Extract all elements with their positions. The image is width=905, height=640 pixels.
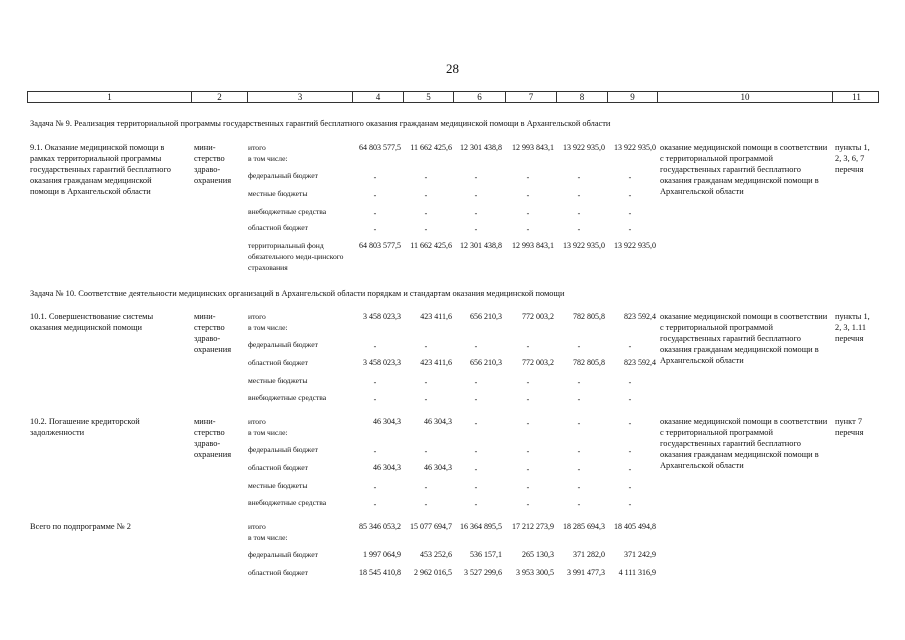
row-value: 13 922 935,0: [614, 241, 656, 250]
row-value: 46 304,3: [373, 417, 401, 426]
row-value: -: [628, 395, 632, 404]
row-label: итого в том числе:: [248, 522, 288, 542]
header-col-10: 10: [657, 92, 832, 102]
row-value: -: [373, 378, 377, 387]
row-value: -: [474, 342, 478, 351]
row-value: 13 922 935,0: [563, 143, 605, 152]
row-value: -: [526, 447, 530, 456]
row-label: федеральный бюджет: [248, 550, 318, 559]
row-value: 12 993 843,1: [512, 143, 554, 152]
row-value: -: [373, 225, 377, 234]
header-col-9: 9: [607, 92, 657, 102]
row-value: 772 003,2: [522, 358, 554, 367]
row-value: -: [577, 225, 581, 234]
row-value: -: [474, 395, 478, 404]
row-value: -: [474, 225, 478, 234]
row-value: -: [474, 173, 478, 182]
row-value: -: [628, 378, 632, 387]
task-10-1-points: пункты 1, 2, 3, 1.11 перечня: [835, 312, 870, 343]
row-value: 13 922 935,0: [563, 241, 605, 250]
task-10-1-result: оказание медицинской помощи в соответствии с территориальной программой государственных гарантий бесплатного оказания гражданам медицинской помощи в Архангельской области: [660, 312, 828, 365]
row-value: -: [526, 225, 530, 234]
header-col-6: 6: [453, 92, 505, 102]
row-value: 18 405 494,8: [614, 522, 656, 531]
row-value: -: [577, 342, 581, 351]
row-value: -: [526, 465, 530, 474]
row-value: -: [474, 483, 478, 492]
header-col-3: 3: [247, 92, 352, 102]
row-value: -: [424, 342, 428, 351]
row-value: 4 111 316,9: [618, 568, 656, 577]
row-value: 16 364 895,5: [460, 522, 502, 531]
task-10-1-executor: мини-стерство здраво-охранения: [194, 312, 232, 354]
row-value: -: [373, 447, 377, 456]
row-value: 656 210,3: [470, 358, 502, 367]
row-value: -: [373, 191, 377, 200]
row-value: -: [526, 483, 530, 492]
row-value: -: [526, 173, 530, 182]
row-value: 772 003,2: [522, 312, 554, 321]
header-col-11: 11: [832, 92, 880, 102]
task-10-2-result: оказание медицинской помощи в соответствии с территориальной программой государственных гарантий бесплатного оказания гражданам медицинской помощи в Архангельской области: [660, 417, 828, 470]
row-value: -: [424, 209, 428, 218]
header-col-7: 7: [505, 92, 556, 102]
row-value: -: [373, 342, 377, 351]
row-value: -: [577, 419, 581, 428]
row-value: -: [526, 419, 530, 428]
row-value: 12 301 438,8: [460, 241, 502, 250]
row-value: -: [474, 419, 478, 428]
row-value: -: [577, 500, 581, 509]
row-label: федеральный бюджет: [248, 340, 318, 349]
task-10-2-points: пункт 7 перечня: [835, 417, 864, 437]
row-label: внебюджетные средства: [248, 498, 327, 507]
row-value: 656 210,3: [470, 312, 502, 321]
row-label: местные бюджеты: [248, 376, 308, 385]
row-label: областной бюджет: [248, 223, 308, 232]
row-value: -: [628, 500, 632, 509]
row-label: территориальный фонд обязательного меди-цинского страхования: [248, 241, 344, 272]
row-value: 12 301 438,8: [460, 143, 502, 152]
row-value: -: [577, 395, 581, 404]
header-col-8: 8: [556, 92, 607, 102]
row-value: -: [373, 500, 377, 509]
row-label: областной бюджет: [248, 568, 308, 577]
task-9-result: оказание медицинской помощи в соответствии с территориальной программой государственных гарантий бесплатного оказания гражданам медицинской помощи в Архангельской области: [660, 143, 828, 196]
row-value: -: [474, 500, 478, 509]
row-value: -: [526, 342, 530, 351]
row-label: внебюджетные средства: [248, 207, 327, 216]
task-9-points: пункты 1, 2, 3, 6, 7 перечня: [835, 143, 870, 174]
header-col-4: 4: [352, 92, 403, 102]
row-value: 782 805,8: [573, 358, 605, 367]
row-value: -: [526, 395, 530, 404]
row-value: -: [628, 447, 632, 456]
row-value: -: [526, 191, 530, 200]
row-value: -: [424, 483, 428, 492]
row-label: внебюджетные средства: [248, 393, 327, 402]
row-value: 823 592,4: [624, 358, 656, 367]
row-value: -: [628, 483, 632, 492]
header-col-1: 1: [107, 92, 112, 102]
task-10-1-name: 10.1. Совершенствование системы оказания медицинской помощи: [30, 312, 154, 332]
column-header-row: [27, 91, 879, 103]
row-value: 18 545 410,8: [359, 568, 401, 577]
row-label: местные бюджеты: [248, 481, 308, 490]
row-value: -: [628, 173, 632, 182]
row-label: областной бюджет: [248, 463, 308, 472]
row-label: итого в том числе:: [248, 312, 288, 332]
row-value: -: [474, 447, 478, 456]
row-value: -: [373, 209, 377, 218]
row-value: 536 157,1: [470, 550, 502, 559]
header-col-5: 5: [403, 92, 453, 102]
row-value: -: [577, 191, 581, 200]
row-value: -: [526, 500, 530, 509]
row-value: 823 592,4: [624, 312, 656, 321]
row-value: -: [424, 500, 428, 509]
total-title: Всего по подпрограмме № 2: [30, 522, 131, 531]
row-value: -: [424, 378, 428, 387]
row-label: областной бюджет: [248, 358, 308, 367]
row-value: 46 304,3: [424, 417, 452, 426]
row-value: 3 458 023,3: [363, 312, 401, 321]
row-value: -: [577, 173, 581, 182]
row-value: 18 285 694,3: [563, 522, 605, 531]
row-label: федеральный бюджет: [248, 445, 318, 454]
row-value: 453 252,6: [420, 550, 452, 559]
row-value: 1 997 064,9: [363, 550, 401, 559]
row-value: -: [526, 209, 530, 218]
row-value: -: [577, 209, 581, 218]
row-value: -: [474, 191, 478, 200]
row-value: -: [424, 173, 428, 182]
row-value: -: [474, 209, 478, 218]
row-value: 265 130,3: [522, 550, 554, 559]
row-value: -: [628, 465, 632, 474]
row-value: 11 662 425,6: [410, 241, 452, 250]
row-value: -: [628, 225, 632, 234]
row-label: федеральный бюджет: [248, 171, 318, 180]
row-value: 423 411,6: [420, 312, 452, 321]
row-value: 13 922 935,0: [614, 143, 656, 152]
row-value: 12 993 843,1: [512, 241, 554, 250]
row-value: -: [474, 465, 478, 474]
row-value: -: [628, 191, 632, 200]
row-value: 46 304,3: [424, 463, 452, 472]
row-value: 15 077 694,7: [410, 522, 452, 531]
task-10-title: Задача № 10. Соответствие деятельности медицинских организаций в Архангельской области порядкам и стандартам оказания медицинской помощи: [30, 289, 565, 298]
row-value: -: [373, 483, 377, 492]
row-value: -: [577, 465, 581, 474]
row-value: 3 991 477,3: [567, 568, 605, 577]
row-value: -: [474, 378, 478, 387]
row-label: местные бюджеты: [248, 189, 308, 198]
row-value: -: [424, 191, 428, 200]
header-col-2: 2: [191, 92, 247, 102]
task-10-2-executor: мини-стерство здраво-охранения: [194, 417, 232, 459]
row-value: 782 805,8: [573, 312, 605, 321]
row-value: 3 527 299,6: [464, 568, 502, 577]
row-value: -: [373, 395, 377, 404]
row-value: 3 458 023,3: [363, 358, 401, 367]
task-9-title: Задача № 9. Реализация территориальной программы государственных гарантий бесплатного оказания гражданам медицинской помощи в Архангельской области: [30, 119, 611, 128]
row-value: 17 212 273,9: [512, 522, 554, 531]
task-10-2-name: 10.2. Погашение кредиторской задолженности: [30, 417, 140, 437]
row-value: 64 803 577,5: [359, 241, 401, 250]
row-value: -: [424, 447, 428, 456]
task-9-executor: мини-стерство здраво-охранения: [194, 143, 232, 185]
row-value: -: [526, 378, 530, 387]
row-value: -: [373, 173, 377, 182]
row-value: -: [577, 378, 581, 387]
row-value: 46 304,3: [373, 463, 401, 472]
row-value: -: [628, 419, 632, 428]
row-value: 3 953 300,5: [516, 568, 554, 577]
row-value: 423 411,6: [420, 358, 452, 367]
row-value: -: [424, 225, 428, 234]
page-number: 28: [446, 61, 459, 76]
row-value: -: [577, 483, 581, 492]
row-value: 2 962 016,5: [414, 568, 452, 577]
row-value: -: [424, 395, 428, 404]
row-value: -: [628, 209, 632, 218]
row-value: 371 282,0: [573, 550, 605, 559]
row-label: итого в том числе:: [248, 417, 288, 437]
row-label: итого в том числе:: [248, 143, 288, 163]
row-value: -: [577, 447, 581, 456]
row-value: -: [628, 342, 632, 351]
task-9-item-name: 9.1. Оказание медицинской помощи в рамках территориальной программы государственных гарантий бесплатного оказания гражданам медицинской помощи в Архангельской области: [30, 143, 171, 196]
row-value: 11 662 425,6: [410, 143, 452, 152]
row-value: 371 242,9: [624, 550, 656, 559]
row-value: 64 803 577,5: [359, 143, 401, 152]
row-value: 85 346 053,2: [359, 522, 401, 531]
